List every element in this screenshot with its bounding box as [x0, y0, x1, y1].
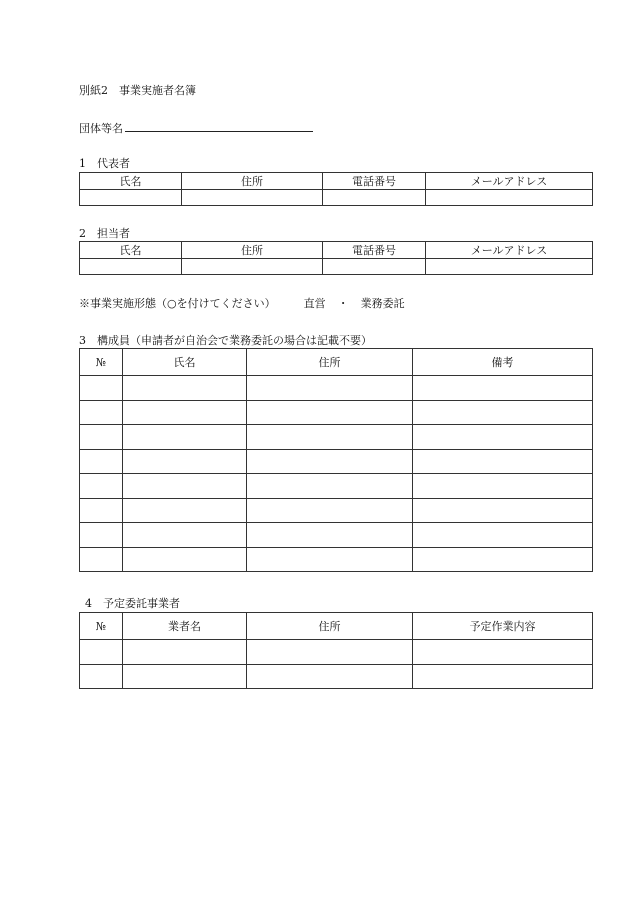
option-separator: ・	[337, 297, 349, 310]
table-row	[80, 376, 593, 401]
cell-input[interactable]	[182, 190, 323, 206]
cell-input[interactable]	[123, 523, 247, 548]
cell-input[interactable]	[123, 425, 247, 450]
table-row	[80, 547, 593, 572]
cell-input[interactable]	[123, 474, 247, 499]
col-planned-work: 予定作業内容	[413, 613, 593, 640]
cell-input[interactable]	[323, 190, 426, 206]
cell-input[interactable]	[182, 259, 323, 275]
cell-input[interactable]	[247, 640, 413, 665]
col-name: 氏名	[80, 242, 182, 259]
col-address: 住所	[247, 349, 413, 376]
cell-input[interactable]	[80, 190, 182, 206]
cell-input[interactable]	[413, 547, 593, 572]
cell-input[interactable]	[123, 449, 247, 474]
table-row	[80, 474, 593, 499]
cell-input[interactable]	[247, 498, 413, 523]
section-members-title: 3 構成員（申請者が自治会で業務委託の場合は記載不要）	[79, 334, 372, 347]
cell-input[interactable]	[80, 498, 123, 523]
members-table	[79, 348, 593, 572]
option-outsource[interactable]: 業務委託	[360, 297, 405, 310]
cell-input[interactable]	[123, 664, 247, 689]
cell-input[interactable]	[80, 449, 123, 474]
cell-input[interactable]	[413, 523, 593, 548]
col-name: 氏名	[123, 349, 247, 376]
cell-input[interactable]	[413, 498, 593, 523]
col-address: 住所	[247, 613, 413, 640]
cell-input[interactable]	[80, 259, 182, 275]
cell-input[interactable]	[123, 640, 247, 665]
cell-input[interactable]	[247, 547, 413, 572]
cell-input[interactable]	[123, 376, 247, 401]
contractors-table	[79, 612, 593, 689]
table-row	[80, 190, 593, 206]
table-header-row	[80, 242, 593, 259]
cell-input[interactable]	[247, 376, 413, 401]
table-row	[80, 449, 593, 474]
cell-input[interactable]	[413, 376, 593, 401]
cell-input[interactable]	[80, 664, 123, 689]
cell-input[interactable]	[413, 640, 593, 665]
cell-input[interactable]	[123, 547, 247, 572]
cell-input[interactable]	[247, 523, 413, 548]
table-row	[80, 640, 593, 665]
table-row	[80, 664, 593, 689]
cell-input[interactable]	[247, 474, 413, 499]
table-row	[80, 259, 593, 275]
table-header-row	[80, 349, 593, 376]
section-representative-title: 1 代表者	[79, 157, 130, 170]
cell-input[interactable]	[426, 190, 593, 206]
org-name-field[interactable]	[125, 131, 313, 132]
col-name: 氏名	[80, 173, 182, 190]
cell-input[interactable]	[123, 498, 247, 523]
col-number: №	[80, 349, 123, 376]
cell-input[interactable]	[123, 400, 247, 425]
col-email: メールアドレス	[426, 242, 593, 259]
col-company-name: 業者名	[123, 613, 247, 640]
table-header-row	[80, 173, 593, 190]
cell-input[interactable]	[413, 400, 593, 425]
col-email: メールアドレス	[426, 173, 593, 190]
cell-input[interactable]	[80, 425, 123, 450]
cell-input[interactable]	[247, 449, 413, 474]
cell-input[interactable]	[80, 474, 123, 499]
implementation-type-note	[79, 295, 405, 311]
cell-input[interactable]	[323, 259, 426, 275]
cell-input[interactable]	[247, 425, 413, 450]
cell-input[interactable]	[247, 664, 413, 689]
note-text: ※事業実施形態（○を付けてください）	[79, 297, 276, 310]
cell-input[interactable]	[80, 547, 123, 572]
col-phone: 電話番号	[323, 173, 426, 190]
col-address: 住所	[182, 173, 323, 190]
cell-input[interactable]	[80, 400, 123, 425]
cell-input[interactable]	[426, 259, 593, 275]
table-row	[80, 523, 593, 548]
page-title: 別紙2 事業実施者名簿	[79, 84, 196, 97]
col-address: 住所	[182, 242, 323, 259]
table-row	[80, 498, 593, 523]
col-phone: 電話番号	[323, 242, 426, 259]
section-contractors-title: 4 予定委託事業者	[85, 597, 180, 610]
cell-input[interactable]	[247, 400, 413, 425]
option-direct[interactable]: 直営	[303, 297, 326, 310]
cell-input[interactable]	[413, 664, 593, 689]
col-remarks: 備考	[413, 349, 593, 376]
cell-input[interactable]	[413, 425, 593, 450]
col-number: №	[80, 613, 123, 640]
table-row	[80, 400, 593, 425]
cell-input[interactable]	[80, 640, 123, 665]
cell-input[interactable]	[413, 474, 593, 499]
cell-input[interactable]	[80, 376, 123, 401]
section-contact-title: 2 担当者	[79, 227, 130, 240]
cell-input[interactable]	[80, 523, 123, 548]
table-header-row	[80, 613, 593, 640]
contact-table	[79, 241, 593, 275]
table-row	[80, 425, 593, 450]
cell-input[interactable]	[413, 449, 593, 474]
representative-table	[79, 172, 593, 206]
org-name-label: 団体等名	[79, 122, 123, 135]
